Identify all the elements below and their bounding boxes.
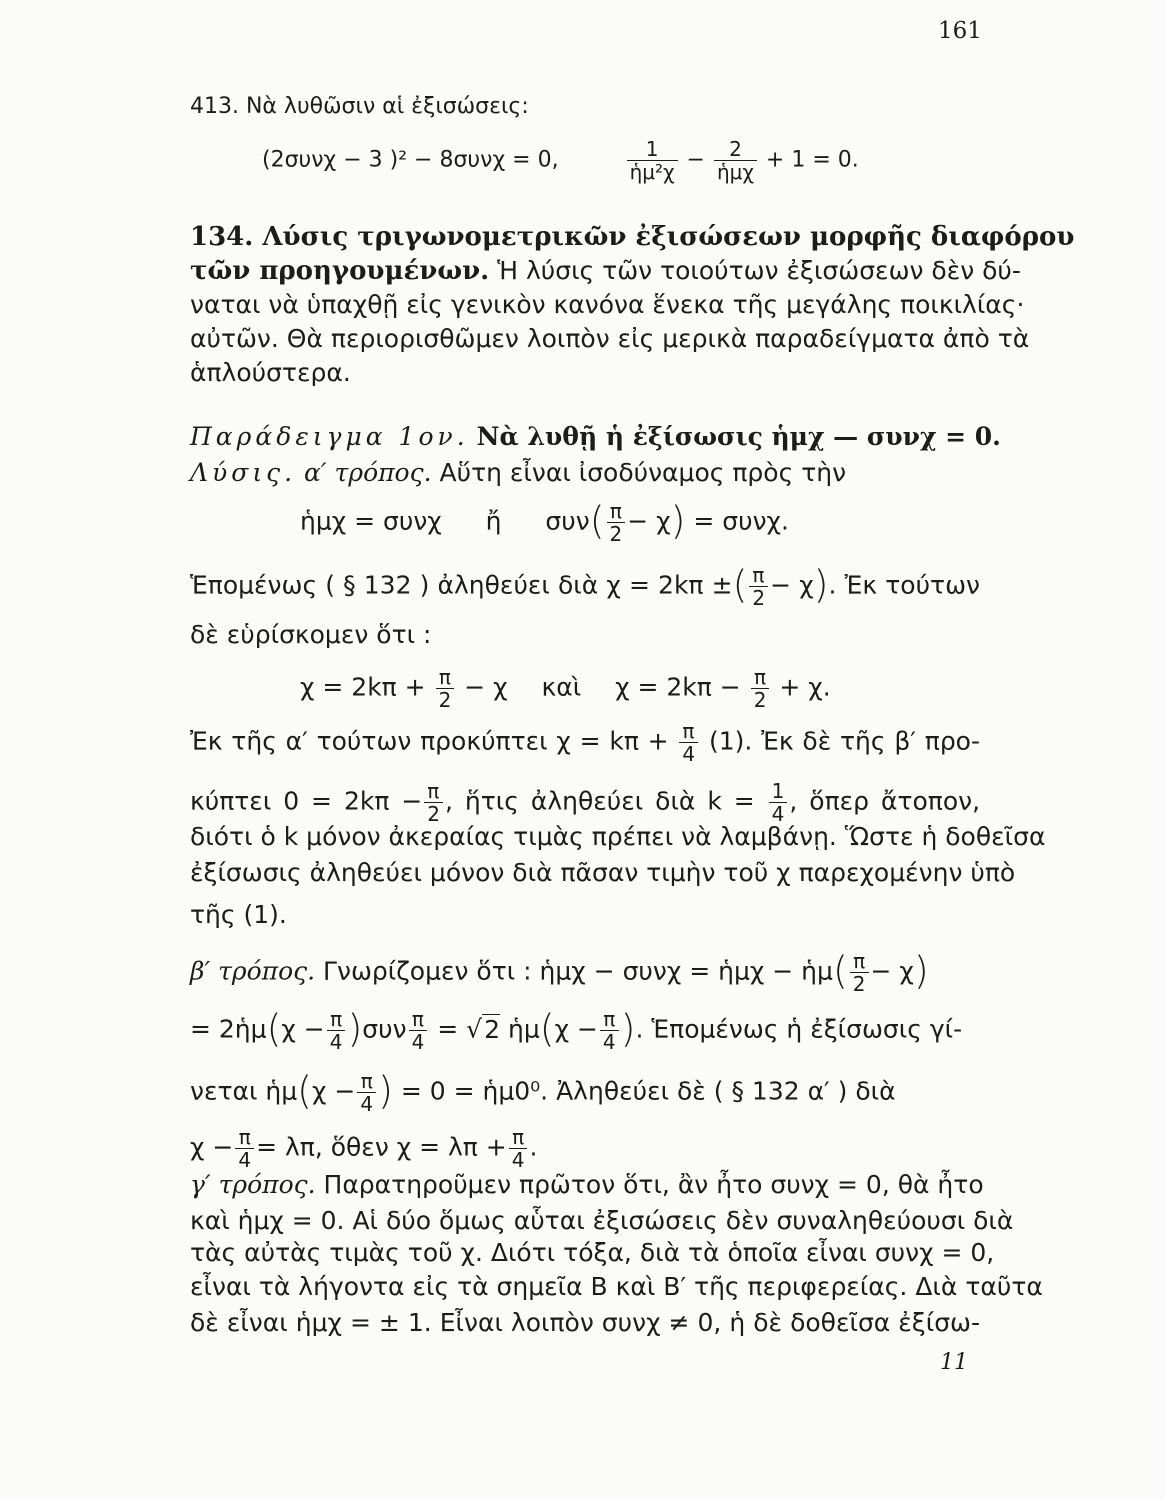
fraction-pi-over-4: $\frac{\pi}{4}$ [235, 1126, 254, 1171]
method-a-text: Αὕτη εἶναι ἰσοδύναμος πρὸς τὴν [439, 458, 847, 487]
section-line-2 [190, 256, 1021, 286]
method-c-line-2: καὶ ἡμχ = 0. Αἱ δύο ὅμως αὗται ἐξισώσεις δὲν συναληθεύουσι διὰ [190, 1206, 1014, 1235]
section-line-3: ναται νὰ ὑπαχθῇ εἰς γενικὸν κανόνα ἕνεκα τῆς μεγάλης ποικιλίας· [190, 290, 1025, 319]
method-a-line-4: Ἐκ τῆς α′ τούτων προκύπτει χ = kπ + $\frac{\pi}{4}$ (1). Ἐκ δὲ τῆς β′ προ- [190, 719, 980, 766]
method-c-line-4: εἶναι τὰ λήγοντα εἰς τὰ σημεῖα Β καὶ Β′ τῆς περιφερείας. Διὰ ταῦτα [190, 1272, 1043, 1301]
section-title-end: τῶν προηγουμένων. [190, 256, 490, 286]
method-a-label: α′ τρόπος. [304, 458, 432, 487]
fraction-pi-over-4: $\frac{\pi}{4}$ [509, 1126, 528, 1171]
section-line-5: ἁπλούστερα. [190, 358, 351, 387]
page-number: 161 [938, 18, 982, 44]
fraction-pi-over-2: $\frac{\pi}{2}$ [607, 500, 626, 545]
method-a-line-2: Ἑπομένως ( § 132 ) ἀληθεύει διὰ χ = 2kπ ±( $\frac{\pi}{2}$ − χ). Ἐκ τούτων [190, 562, 980, 610]
equation-1: (2συνχ − 3 )² − 8συνχ = 0, [262, 147, 559, 173]
fraction-pi-over-2: $\frac{\pi}{2}$ [424, 780, 443, 825]
method-b-line-1: β′ τρόπος. Γνωρίζομεν ὅτι : ἡμχ − συνχ = ἡμχ − ἡμ( $\frac{\pi}{2}$ − χ) [190, 948, 929, 996]
method-a-line-6: διότι ὁ k μόνον ἀκεραίας τιμὰς πρέπει νὰ λαμβάνῃ. Ὥστε ἡ δοθεῖσα [190, 822, 1046, 851]
fraction-1-over-4: $\frac{1}{4}$ [769, 780, 788, 825]
exercise-heading: 413. Νὰ λυθῶσιν αἱ ἐξισώσεις: [190, 94, 529, 119]
method-c-line-3: τὰς αὐτὰς τιμὰς τοῦ χ. Διότι τόξα, διὰ τὰ ὁποῖα εἶναι συνχ = 0, [190, 1238, 995, 1267]
method-b-line-3: νεται ἡμ(χ − $\frac{\pi}{4}$ ) = 0 = ἡμ0⁰. Ἀληθεύει δὲ ( § 132 α′ ) διὰ [190, 1068, 896, 1116]
fraction-pi-over-4: $\frac{\pi}{4}$ [357, 1070, 376, 1115]
example-statement: Νὰ λυθῇ ἡ ἐξίσωσις ἡμχ — συνχ = 0. [476, 422, 1001, 451]
method-a-line-8: τῆς (1). [190, 900, 287, 929]
method-a-intro [190, 458, 980, 488]
equation-2-tail: + 1 = 0. [765, 147, 859, 173]
fraction-pi-over-4: $\frac{\pi}{4}$ [327, 1008, 346, 1053]
method-c-line-5: δὲ εἶναι ἡμχ = ± 1. Εἶναι λοιπὸν συνχ ≠ 0, ἡ δὲ δοθεῖσα ἐξίσω- [190, 1308, 980, 1337]
method-b-line-2: = 2ἡμ(χ − $\frac{\pi}{4}$ )συν $\frac{\pi}{4}$ = √2 ἡμ(χ − $\frac{\pi}{4}$ ). Ἑπομένως ἡ ἐξίσωσις γί- [190, 1006, 963, 1054]
square-root-2: 2 [484, 1014, 501, 1044]
fraction-pi-over-2: $\frac{\pi}{2}$ [850, 950, 869, 995]
method-b-label: β′ τρόπος. [190, 956, 316, 986]
section-line-4: αὐτῶν. Θὰ περιορισθῶμεν λοιπὸν εἰς μερικὰ παραδείγματα ἀπὸ τὰ [190, 324, 1030, 353]
example-heading [190, 422, 1001, 452]
method-a-line-5: κύπτει 0 = 2kπ − $\frac{\pi}{2}$ , ἥτις ἀληθεύει διὰ k = $\frac{1}{4}$ , ὅπερ ἄτοπον, [190, 779, 981, 826]
example-label: Παράδειγμα 1ον. [190, 422, 469, 451]
section-title: 134. Λύσις τριγωνομετρικῶν ἐξισώσεων μορφῆς διαφόρου [190, 222, 1075, 252]
fraction-pi-over-4: $\frac{\pi}{4}$ [409, 1008, 428, 1053]
fraction-pi-over-2: $\frac{\pi}{2}$ [751, 666, 770, 711]
method-c-label: γ′ τρόπος. [190, 1170, 316, 1199]
section-text: Ἡ λύσις τῶν τοιούτων ἐξισώσεων δὲν δύ- [497, 256, 1021, 285]
fraction-pi-over-2: $\frac{\pi}{2}$ [436, 666, 455, 711]
fraction-pi-over-2: $\frac{\pi}{2}$ [749, 564, 768, 609]
solution-label: Λύσις. [190, 458, 297, 487]
fraction-pi-over-4: $\frac{\pi}{4}$ [600, 1008, 619, 1053]
fraction-pi-over-4: $\frac{\pi}{4}$ [679, 720, 698, 765]
method-a-line-7: ἐξίσωσις ἀληθεύει μόνον διὰ πᾶσαν τιμὴν τοῦ χ παρεχομένην ὑπὸ [190, 858, 1016, 887]
fraction-1: $\frac{1}{\text{ἡμ²χ}}$ [627, 138, 678, 183]
method-b-line-4: χ − $\frac{\pi}{4}$ = λπ, ὅθεν χ = λπ + $\frac{\pi}{4}$ . [190, 1125, 538, 1172]
method-a-line-3: δὲ εὑρίσκομεν ὅτι : [190, 620, 432, 649]
method-c-line-1: γ′ τρόπος. Παρατηροῦμεν πρῶτον ὅτι, ἂν ἦτο συνχ = 0, θὰ ἦτο [190, 1170, 984, 1199]
exercise-equations: (2συνχ − 3 )² − 8συνχ = 0, $\frac{1}{\text{ἡμ²χ}}$ − $\frac{2}{\text{ἡμχ}}$ + 1 = 0. [262, 137, 859, 184]
fraction-2: $\frac{2}{\text{ἡμχ}}$ [714, 138, 757, 183]
signature-mark: 11 [940, 1350, 968, 1375]
method-a-equation-2: χ = 2kπ + $\frac{\pi}{2}$ − χ καὶ χ = 2kπ − $\frac{\pi}{2}$ + χ. [300, 665, 831, 712]
method-a-equation-1: ἡμχ = συνχ ἤ συν( $\frac{\pi}{2}$ − χ) = συνχ. [300, 498, 789, 546]
